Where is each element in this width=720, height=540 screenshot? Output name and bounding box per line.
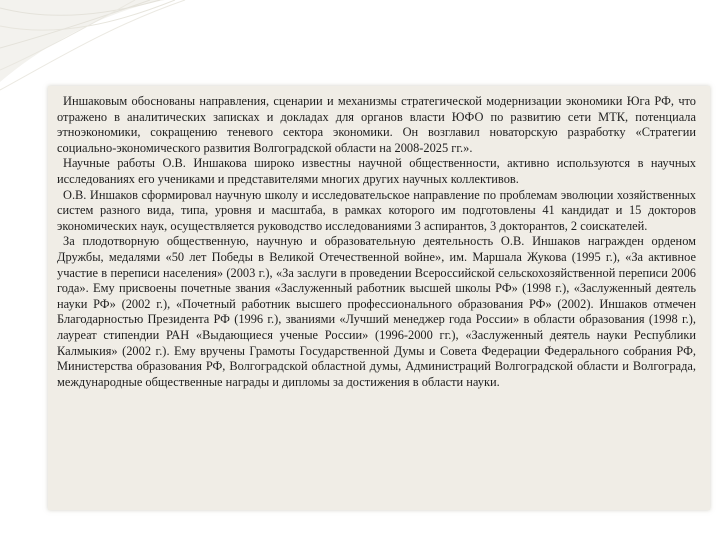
paragraph-modernization: Иншаковым обоснованы направления, сценарии и механизмы стратегической модернизации экономики Юга РФ, что отражено в аналитических записках и докладах для органов власти ЮФО по развитию сети МТК, потенциала этноэкономики, сокращению теневого сектора экономики. Он возглавил новаторскую разработку «Стратегии социально-экономического развития Волгоградской области на 2008-2025 гг.».	[57, 94, 696, 155]
paragraph-scientific-school: О.В. Иншаков сформировал научную школу и исследовательское направление по проблемам эволюции хозяйственных систем разного вида, типа, уровня и масштаба, в рамках которого им подготовлены 41 кандидат и 15 докторов экономических наук, осуществляется руководство исследованиями 3 аспирантов, 3 докторантов, 2 соискателей.	[57, 187, 696, 233]
paragraph-awards: За плодотворную общественную, научную и образовательную деятельность О.В. Иншаков награжден орденом Дружбы, медалями «50 лет Победы в Великой Отечественной войне», им. Маршала Жукова (1995 г.), «За активное участие в переписи населения» (2003 г.), «За заслуги в проведении Всероссийской сельскохозяйственной переписи 2006 года». Ему присвоены почетные звания «Заслуженный работник высшей школы РФ» (1998 г.), «Заслуженный деятель науки РФ» (2002 г.), «Почетный работник высшего профессионального образования РФ» (2002). Иншаков отмечен Благодарностью Президента РФ (1996 г.), званиями «Лучший менеджер года России» в области образования (1998 г.), лауреат стипендии РАН «Выдающиеся ученые России» (1996-2000 гг.), «Заслуженный деятель науки Республики Калмыкия» (2002 г.). Ему вручены Грамоты Государственной Думы и Совета Федерации Федерального собрания РФ, Министерства образования РФ, Волгоградской областной думы, Администраций Волгоградской области и Волгограда, международные общественные награды и дипломы за достижения в области науки.	[57, 234, 696, 389]
text-panel	[48, 86, 710, 510]
paragraph-scientific-works: Научные работы О.В. Иншакова широко известны научной общественности, активно используются в научных исследованиях его учениками и представителями многих других научных коллективов.	[57, 156, 696, 186]
